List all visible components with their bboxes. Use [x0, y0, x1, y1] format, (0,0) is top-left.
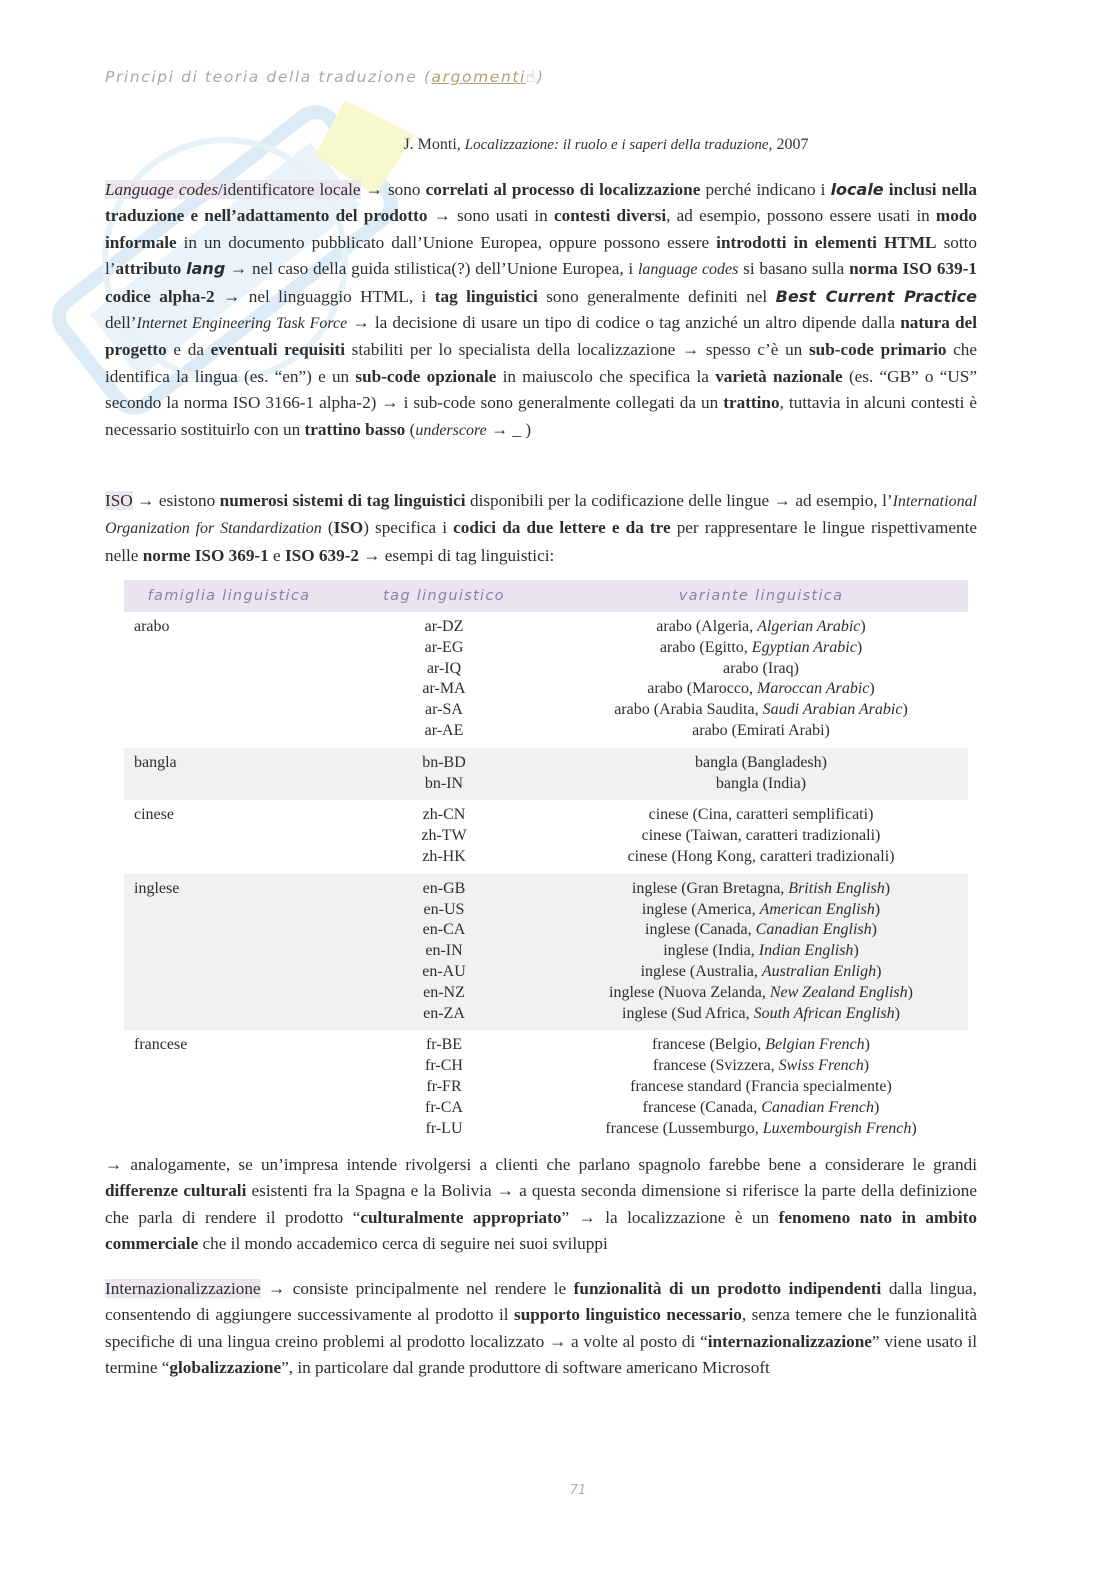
variant-line: inglese (Sud Africa, South African English) — [622, 1004, 900, 1022]
citation: J. Monti, Localizzazione: il ruolo e i saperi della traduzione, 2007 — [403, 136, 809, 153]
variant-line: inglese (Nuova Zelanda, New Zealand English) — [609, 983, 913, 1001]
page-number: 71 — [569, 1483, 587, 1498]
tag-code: en-NZ — [423, 983, 465, 1001]
tag-code: bn-BD — [422, 753, 466, 771]
header-tag: tag linguistico — [334, 580, 554, 612]
tag-code: ar-MA — [422, 680, 466, 698]
paragraph-cultural-differences: → analogamente, se un’impresa intende rivolgersi a clienti che parlano spagnolo farebbe bene a considerare le grandi differenze culturali esistenti fra la Spagna e la Bolivia → a questa seconda dimensione si riferisce la parte della definizione che parla di rendere il prodotto “culturalmente appropriato” → la localizzazione è un fenomeno nato in ambito commerciale che il mondo accademico cerca di seguire nei suoi sviluppi — [105, 1155, 977, 1254]
paragraph-iso: ISO → esistono numerosi sistemi di tag linguistici disponibili per la codificazione delle lingue → ad esempio, l’International Organization for Standardization (ISO) specifica i codici da due lettere e da tre per rappresentare le lingue rispettivamente nelle norme ISO 369-1 e ISO 639-2 → esempi di tag linguistici: — [105, 491, 978, 565]
header-variant: variante linguistica — [554, 580, 968, 612]
variant-line: arabo (Emirati Arabi) — [692, 721, 830, 739]
tag-code: en-CA — [422, 921, 466, 939]
variant-line: inglese (Australia, Australian Enligh) — [640, 962, 882, 980]
pointing-hand-icon: ☝ — [525, 68, 537, 86]
family-cell: cinese — [134, 806, 174, 824]
variant-line: inglese (Gran Bretagna, British English) — [631, 879, 891, 897]
table-row — [124, 874, 968, 1031]
variant-line: francese (Canada, Canadian French) — [642, 1098, 880, 1116]
variant-line: inglese (Canada, Canadian English) — [645, 921, 877, 939]
header-family: famiglia linguistica — [124, 580, 334, 612]
tag-code: ar-IQ — [426, 659, 462, 677]
table-row — [124, 748, 968, 801]
tag-cell — [334, 874, 554, 1031]
family-cell: bangla — [124, 748, 334, 801]
tag-code: en-AU — [422, 962, 466, 980]
table-header-row — [124, 580, 968, 612]
variant-line: inglese (India, Indian English) — [663, 942, 859, 960]
tag-code: en-US — [423, 900, 465, 918]
table-row — [124, 1030, 968, 1145]
tag-cell — [334, 748, 554, 801]
variant-cell — [554, 748, 968, 801]
variant-cell — [554, 800, 968, 873]
tag-code: zh-TW — [421, 827, 467, 845]
tag-code: ar-DZ — [424, 618, 464, 635]
tag-code: ar-EG — [424, 638, 464, 656]
family-cell: arabo — [134, 618, 170, 635]
family-cell: inglese — [124, 874, 334, 1031]
table-row — [124, 612, 968, 748]
variant-line: cinese (Cina, caratteri semplificati) — [648, 806, 874, 824]
variant-line: arabo (Iraq) — [723, 659, 799, 677]
tag-code: zh-CN — [422, 806, 466, 824]
family-cell: francese — [134, 1036, 188, 1054]
variant-line: arabo (Arabia Saudita, Saudi Arabian Arabic) — [614, 701, 908, 719]
variant-cell — [554, 612, 968, 748]
tag-cell — [334, 1030, 554, 1145]
tag-code: bn-IN — [424, 774, 464, 792]
tag-code: ar-AE — [424, 721, 464, 739]
tag-code: en-ZA — [423, 1004, 465, 1022]
tag-code: en-GB — [422, 879, 466, 897]
variant-line: bangla (Bangladesh) — [695, 753, 827, 771]
argomenti-link[interactable]: argomenti — [431, 68, 526, 86]
highlight-term: ISO — [105, 491, 133, 510]
tag-code: zh-HK — [422, 847, 466, 865]
variant-line: arabo (Egitto, Egyptian Arabic) — [659, 638, 863, 656]
variant-line: bangla (India) — [715, 774, 807, 792]
highlight-term: Internazionalizzazione — [105, 1279, 261, 1298]
variant-cell — [554, 874, 968, 1031]
tag-cell — [334, 800, 554, 873]
variant-line: arabo (Marocco, Maroccan Arabic) — [647, 680, 875, 698]
tag-code: en-IN — [425, 942, 463, 960]
language-tags-table — [124, 580, 968, 1145]
tag-code: fr-LU — [425, 1119, 463, 1137]
variant-line: francese (Lussemburgo, Luxembourgish French) — [605, 1119, 917, 1137]
paragraph-language-codes: Language codes/identificatore locale → sono correlati al processo di localizzazione perché indicano i locale inclusi nella traduzione e nell’adattamento del prodotto → sono usati in contesti diversi, ad esempio, possono essere usati in modo informale in un documento pubblicato dall’Unione Europea, oppure possono essere introdotti in elementi HTML sotto l’attributo lang → nel caso della guida stilistica(?) dell’Unione Europea, i language codes si basano sulla norma ISO 639-1 codice alpha-2 → nel linguaggio HTML, i tag linguistici sono generalmente definiti nel Best Current Practice dell’Internet Engineering Task Force → la decisione di usare un tipo di codice o tag anziché un altro dipende dalla natura del progetto e da eventuali requisiti stabiliti per lo specialista della localizzazione → spesso c’è un sub-code primario che identifica la lingua (es. “en”) e un sub-code opzionale in maiuscolo che specifica la varietà nazionale (es. “GB” o “US” secondo la norma ISO 3166-1 alpha-2) → i sub-code sono generalmente collegati da un trattino, tuttavia in alcuni contesti è necessario sostituirlo con un trattino basso (underscore → _ ) — [105, 180, 977, 439]
tag-code: fr-BE — [425, 1036, 463, 1054]
running-header: Principi di teoria della traduzione (argomenti☝) — [105, 68, 545, 86]
tag-code: fr-CA — [425, 1098, 463, 1116]
tag-cell — [334, 612, 554, 748]
variant-line: arabo (Algeria, Algerian Arabic) — [656, 618, 866, 635]
variant-line: francese standard (Francia specialmente) — [630, 1077, 892, 1095]
variant-line: cinese (Taiwan, caratteri tradizionali) — [641, 827, 881, 845]
variant-line: inglese (America, American English) — [641, 900, 881, 918]
tag-code: fr-CH — [425, 1057, 463, 1075]
variant-line: francese (Svizzera, Swiss French) — [652, 1057, 870, 1075]
table-row — [124, 800, 968, 873]
tag-code: fr-FR — [426, 1077, 462, 1095]
highlight-term: Language codes/identificatore locale — [105, 180, 361, 199]
paragraph-internationalization: Internazionalizzazione → consiste principalmente nel rendere le funzionalità di un prodotto indipendenti dalla lingua, consentendo di aggiungere successivamente al prodotto il supporto linguistico necessario, senza temere che le funzionalità specifiche di una lingua creino problemi al prodotto localizzato → a volte al posto di “internazionalizzazione” viene usato il termine “globalizzazione”, in particolare dal grande produttore di software americano Microsoft — [105, 1279, 978, 1378]
variant-line: cinese (Hong Kong, caratteri tradizionali) — [627, 847, 895, 865]
variant-cell — [554, 1030, 968, 1145]
variant-line: francese (Belgio, Belgian French) — [652, 1036, 870, 1054]
tag-code: ar-SA — [425, 701, 463, 719]
